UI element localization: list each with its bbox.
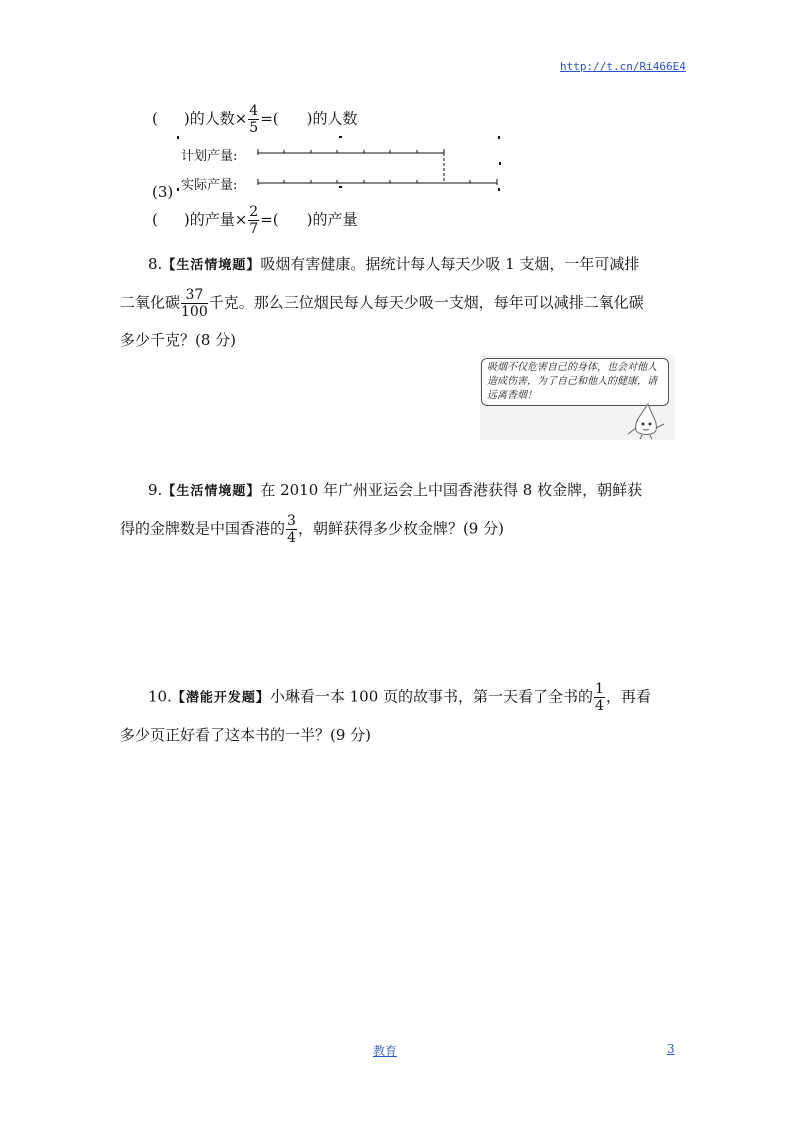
q9-line-2 xyxy=(120,514,504,545)
fraction-37-100 xyxy=(181,288,208,319)
header-link[interactable]: http://t.cn/Ri466E4 xyxy=(560,60,686,73)
planned-output-line xyxy=(258,149,444,155)
equation-text-1: )的产量× xyxy=(183,210,248,229)
speech-bubble-text: 吸烟不仅危害自己的身体，也会对他人造成伤害，为了自己和他人的健康，请远离香烟！ xyxy=(487,362,657,401)
actual-output-line xyxy=(258,179,497,185)
question-text: 小琳看一本 100 页的故事书，第一天看了全书的 xyxy=(269,687,594,706)
planned-output-label: 计划产量: xyxy=(181,149,238,164)
fraction-numerator: 3 xyxy=(287,513,296,529)
fraction-numerator: 2 xyxy=(249,204,259,220)
equation-text-2: =( xyxy=(260,210,279,229)
handle-mark xyxy=(339,186,342,188)
water-drop-mascot-icon xyxy=(618,400,670,440)
anti-smoking-illustration xyxy=(480,356,675,440)
actual-output-label: 实际产量: xyxy=(181,178,238,193)
question-number: 10. xyxy=(148,687,172,706)
q8-line-2 xyxy=(120,288,644,319)
equation-text-3: )的人数 xyxy=(306,109,358,128)
fraction-3-4 xyxy=(286,514,297,545)
question-text: 二氧化碳 xyxy=(120,293,181,312)
question-text: 吸烟有害健康。据统计每人每天少吸 1 支烟，一年可减排 xyxy=(260,255,640,273)
open-paren: ( xyxy=(152,109,158,128)
q10-line-2: 多少页正好看了这本书的一半？(9 分) xyxy=(120,726,372,744)
question-number: 8. xyxy=(148,255,163,273)
q8-line-1 xyxy=(148,257,639,272)
page-number[interactable]: 3 xyxy=(667,1042,675,1056)
handle-mark xyxy=(339,136,342,138)
question-text: 得的金牌数是中国香港的 xyxy=(120,519,286,538)
question-tag: 【潜能开发题】 xyxy=(171,690,270,706)
q9-line-1 xyxy=(148,483,642,498)
corner-dot xyxy=(498,136,500,139)
fraction-denominator: 4 xyxy=(287,530,296,546)
question-number: 9. xyxy=(148,481,163,499)
fraction-denominator: 5 xyxy=(249,120,259,136)
corner-dot xyxy=(177,136,179,139)
fraction-1-4 xyxy=(594,682,605,713)
speech-bubble xyxy=(481,358,669,406)
open-paren: ( xyxy=(152,210,158,229)
fraction-numerator: 37 xyxy=(181,288,208,304)
corner-dot xyxy=(499,162,501,165)
segment-diagram xyxy=(170,128,510,198)
equation-text-1: )的人数× xyxy=(183,109,248,128)
q7-3-equation xyxy=(152,205,357,236)
corner-dot xyxy=(498,188,500,191)
equation-text-3: )的产量 xyxy=(306,210,358,229)
question-text: ，朝鲜获得多少枚金牌？(9 分) xyxy=(297,519,504,538)
question-number-3: (3) xyxy=(152,183,174,201)
equation-text-2: =( xyxy=(260,109,279,128)
footer-link[interactable]: 教育 xyxy=(373,1044,398,1058)
question-text: ，再看 xyxy=(605,687,651,706)
fraction-numerator: 1 xyxy=(595,681,604,697)
fraction-denominator: 100 xyxy=(181,304,208,320)
corner-dot xyxy=(177,188,179,191)
question-tag: 【生活情境题】 xyxy=(162,484,261,499)
fraction-denominator: 7 xyxy=(249,221,259,237)
fraction-numerator: 4 xyxy=(249,103,259,119)
fraction-denominator: 4 xyxy=(595,698,604,714)
question-text: 在 2010 年广州亚运会上中国香港获得 8 枚金牌，朝鲜获 xyxy=(260,481,643,499)
question-tag: 【生活情境题】 xyxy=(162,258,261,273)
q10-line-1 xyxy=(148,682,651,713)
question-text: 千克。那么三位烟民每人每天少吸一支烟，每年可以减排二氧化碳 xyxy=(208,293,644,312)
fraction-2-7 xyxy=(248,205,259,236)
q8-line-3: 多少千克？(8 分) xyxy=(120,331,237,349)
